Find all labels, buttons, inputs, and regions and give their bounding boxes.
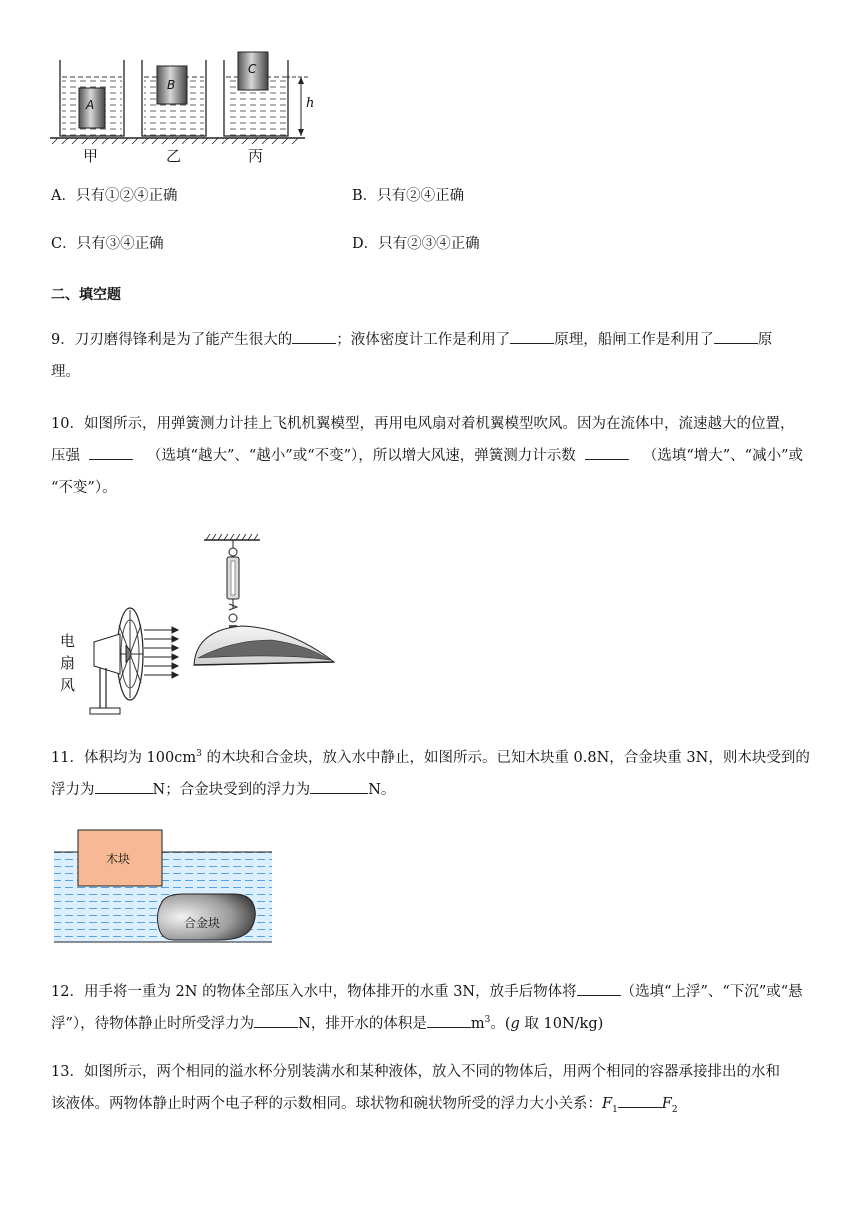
block-a-label: A (86, 98, 95, 112)
beaker-label-jia: 甲 (83, 147, 99, 165)
choice-b: B．只有②④正确 (352, 188, 465, 204)
q9-blank-1[interactable] (292, 327, 336, 344)
wood-label: 木块 (106, 852, 131, 866)
q11-blank-1[interactable] (95, 777, 153, 794)
choice-c: C．只有③④正确 (51, 236, 164, 252)
question-9: 9．刀刃磨得锋利是为了能产生很大的 ；液体密度计工作是利用了 原理，船闸工作是利用了 原 理。 (51, 324, 811, 388)
h-label: h (306, 96, 315, 111)
section-heading: 二、填空题 (51, 287, 121, 303)
fan-label-3: 风 (60, 676, 76, 694)
beaker-label-bing: 丙 (248, 147, 264, 165)
question-10: 10．如图所示，用弹簧测力计挂上飞机机翼模型，再用电风扇对着机翼模型吹风。因为在流体中，流速越大的位置， 压强 （选填“越大”、“越小”或“不变”），所以增大风速，弹簧测力计示数 （选填“增大”、“减小”或 “不变”）。 (51, 416, 803, 496)
q12-blank-3[interactable] (427, 1011, 471, 1028)
fan-label-2: 扇 (60, 654, 76, 672)
q12-blank-2[interactable] (254, 1011, 298, 1028)
question-11: 11．体积均为 $100cm^3$ 的木块和合金块，放入水中静止，如图所示。已知木块重 0.8N，合金块重 3N，则木块受到的 浮力为 N；合金块受到的浮力为 N。 (51, 749, 810, 798)
q12-blank-1[interactable] (577, 979, 621, 996)
q10-blank-2[interactable] (585, 443, 629, 460)
choice-a: A．只有①②④正确 (51, 188, 178, 204)
choice-d: D．只有②③④正确 (352, 236, 480, 252)
fan-label-1: 电 (60, 632, 76, 650)
block-c-label: C (248, 62, 257, 76)
q10-blank-1[interactable] (89, 443, 133, 460)
q11-blank-2[interactable] (310, 777, 368, 794)
q13-blank-1[interactable] (618, 1091, 662, 1108)
fan-wing-figure (82, 530, 342, 720)
q9-blank-3[interactable] (714, 327, 758, 344)
question-13: 13．如图所示，两个相同的溢水杯分别装满水和某种液体，放入不同的物体后，用两个相同的容器承接排出的水和 该液体。两物体静止时两个电子秤的示数相同。球状物和碗状物所受的浮力大小关系：$F_1$ $F_2$ (51, 1064, 780, 1115)
beaker-label-yi: 乙 (166, 147, 182, 165)
question-12: 12．用手将一重为 2N 的物体全部压入水中，物体排开的水重 3N，放手后物体将 （选填“上浮”、“下沉”或“悬 浮”），待物体静止时所受浮力为 N，排开水的体积是 $m^3$。(g 取 10N/kg) (51, 976, 811, 1040)
block-b-label: B (167, 78, 176, 92)
q9-blank-2[interactable] (510, 327, 554, 344)
alloy-label: 合金块 (184, 916, 221, 930)
water-blocks-figure (52, 828, 274, 948)
